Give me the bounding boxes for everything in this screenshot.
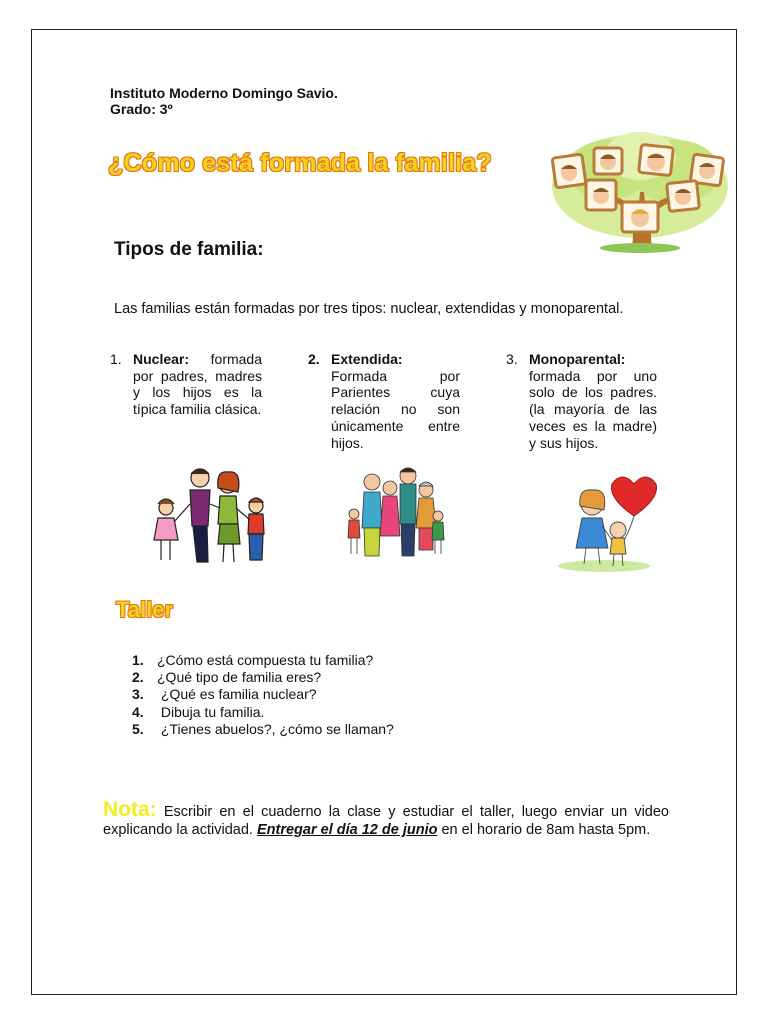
type-description: formada por uno solo de los padres.(la mayoría de las veces es la madre) y sus hijos. bbox=[529, 367, 657, 451]
note-label: Nota: bbox=[103, 798, 157, 821]
deadline-text: Entregar el día 12 de junio bbox=[256, 822, 438, 838]
grade-label: Grado: 3º bbox=[110, 101, 173, 117]
type-description: Formada por Parientes cuya relación no son únicamente entre hijos. bbox=[331, 367, 460, 451]
type-name: Nuclear: bbox=[133, 351, 190, 367]
intro-paragraph: Las familias están formadas por tres tipos: nuclear, extendidas y monoparental. bbox=[114, 301, 624, 317]
family-type-nuclear bbox=[110, 351, 262, 418]
item-number: 2. bbox=[308, 351, 320, 367]
extended-family-illustration bbox=[342, 466, 446, 560]
list-item: 3. ¿Qué es familia nuclear? bbox=[132, 686, 317, 703]
workshop-title: Taller bbox=[116, 597, 174, 622]
type-name: Extendida: bbox=[331, 351, 403, 367]
note-text-after: en el horario de 8am hasta 5pm. bbox=[437, 822, 651, 838]
section-heading: Tipos de familia: bbox=[114, 239, 264, 260]
single-parent-family-illustration bbox=[556, 476, 662, 574]
note-paragraph bbox=[103, 800, 669, 839]
item-number: 1. bbox=[110, 351, 122, 367]
list-item: 5. ¿Tienes abuelos?, ¿cómo se llaman? bbox=[132, 720, 394, 737]
family-type-single-parent bbox=[506, 351, 657, 451]
list-item: 2. ¿Qué tipo de familia eres? bbox=[132, 669, 322, 686]
item-number: 3. bbox=[506, 351, 518, 367]
note-text: Escribir en el cuaderno la clase y estudiar el taller, luego enviar un video explicando la actividad. bbox=[103, 804, 669, 838]
nuclear-family-illustration bbox=[150, 464, 272, 566]
workshop-questions bbox=[132, 652, 394, 738]
family-tree-illustration bbox=[548, 126, 732, 254]
school-name: Instituto Moderno Domingo Savio. bbox=[110, 85, 338, 101]
family-type-extended bbox=[308, 351, 460, 451]
page-title: ¿Cómo está formada la familia? bbox=[108, 149, 492, 177]
type-name: Monoparental: bbox=[529, 351, 626, 367]
list-item: 4. Dibuja tu familia. bbox=[132, 703, 265, 720]
type-description: formada por padres, madres y los hijos es la típica familia clásica. bbox=[133, 351, 262, 418]
list-item: 1. ¿Cómo está compuesta tu familia? bbox=[132, 652, 374, 668]
